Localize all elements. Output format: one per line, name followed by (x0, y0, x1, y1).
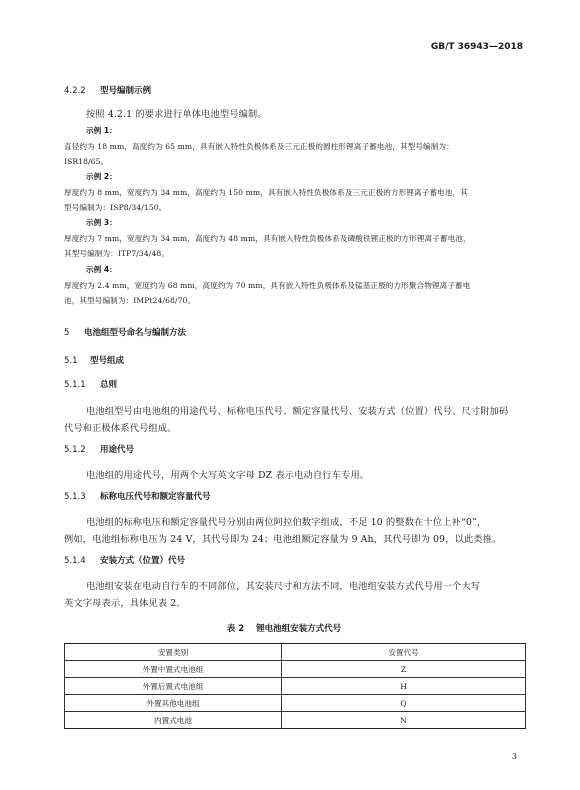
example-1-line2: ISR18/65。 (64, 157, 109, 166)
section-title: 型号编制示例 (100, 86, 152, 96)
table-caption-title: 锂电池组安装方式代号 (256, 624, 342, 634)
section-5-1-4-line1: 电池组安装在电动自行车的不同部位，其安装尺寸和方法不同，电池组安装方式代号用一个大写 (86, 581, 481, 592)
section-5-1-4-heading (64, 554, 185, 566)
section-title: 用途代号 (100, 445, 135, 455)
section-5-1-3-line2: 例如，电池组标称电压为 24 V，其代号即为 24；电池组额定容量为 9 Ah，其代号即为 09，以此类推。 (64, 534, 502, 545)
table-cell: H (282, 678, 526, 695)
section-number: 5.1.3 (64, 492, 86, 502)
installation-code-table (64, 643, 526, 729)
chapter-title: 电池组型号命名与编制方法 (84, 328, 187, 338)
table-row (65, 712, 526, 729)
section-number: 5.1 (64, 356, 78, 366)
table-row (65, 695, 526, 712)
example-2-line2: 型号编制为：ISP8/34/150。 (64, 203, 167, 212)
chapter-5-heading (64, 326, 186, 338)
section-5-1-1-heading (64, 378, 117, 390)
section-4-2-2-heading (64, 84, 151, 96)
table-cell: 外置中置式电池组 (65, 661, 282, 678)
example-2-label: 示例 2： (86, 172, 117, 181)
page-number: 3 (511, 752, 517, 761)
table-cell: N (282, 712, 526, 729)
column-header: 安置代号 (282, 644, 526, 661)
example-2-line1: 厚度约为 8 mm，宽度约为 34 mm，高度约为 150 mm，具有嵌入特性负极体系及三元正极的方形锂离子蓄电池，其 (64, 188, 468, 197)
example-3-line1: 厚度约为 7 mm，宽度约为 34 mm，高度约为 48 mm，具有嵌入特性负极体系及磷酸铁锂正极的方形锂离子蓄电池， (64, 234, 471, 243)
section-4-2-2-intro: 按照 4.2.1 的要求进行单体电池型号编制。 (86, 109, 267, 120)
table-header-row (65, 644, 526, 661)
section-5-1-2-heading (64, 443, 134, 455)
chapter-number: 5 (64, 328, 70, 338)
example-1-label: 示例 1： (86, 126, 117, 135)
section-number: 5.1.1 (64, 380, 86, 390)
section-title: 型号组成 (90, 356, 125, 366)
example-4-line2: 池，其型号编制为：IMPt24/68/70。 (64, 296, 196, 305)
section-number: 4.2.2 (64, 86, 86, 96)
table-2-caption (0, 622, 580, 634)
table-row (65, 678, 526, 695)
section-title: 安装方式（位置）代号 (100, 556, 186, 566)
column-header: 安置类别 (65, 644, 282, 661)
table-cell: 外置其他电池组 (65, 695, 282, 712)
section-5-1-3-line1: 电池组的标称电压和额定容量代号分别由两位阿拉伯数字组成，不足 10 的整数在十位上补“0”， (86, 517, 487, 528)
section-number: 5.1.2 (64, 445, 86, 455)
section-5-1-1-line2: 代号和正极体系代号组成。 (64, 423, 177, 434)
example-4-line1: 厚度约为 2.4 mm，宽度约为 68 mm，高度约为 70 mm，具有嵌入特性负极体系及锰基正极的方形聚合物锂离子蓄电 (64, 281, 471, 290)
table-cell: 内置式电池 (65, 712, 282, 729)
section-title: 总则 (100, 380, 118, 390)
example-3-label: 示例 3： (86, 218, 117, 227)
table-cell: Q (282, 695, 526, 712)
section-5-1-3-heading (64, 490, 211, 502)
table-cell: Z (282, 661, 526, 678)
table-cell: 外置后置式电池组 (65, 678, 282, 695)
example-1-line1: 直径约为 18 mm，高度约为 65 mm，具有嵌入特性负极体系及三元正极的圆柱形锂离子蓄电池，其型号编制为： (64, 142, 454, 151)
example-4-label: 示例 4： (86, 265, 117, 274)
section-title: 标称电压代号和额定容量代号 (100, 492, 211, 502)
section-5-1-heading (64, 354, 124, 366)
table-caption-number: 表 2 (226, 624, 245, 634)
section-number: 5.1.4 (64, 556, 86, 566)
table-row (65, 661, 526, 678)
example-3-line2: 其型号编制为：ITP7/34/48。 (64, 249, 169, 258)
section-5-1-4-line2: 英文字母表示，具体见表 2。 (64, 598, 186, 609)
section-5-1-2-line1: 电池组的用途代号，用两个大写英文字母 DZ 表示电动自行车专用。 (86, 470, 370, 481)
standard-code: GB/T 36943—2018 (430, 42, 523, 52)
section-5-1-1-line1: 电池组型号由电池组的用途代号、标称电压代号、额定容量代号、安装方式（位置）代号、尺寸附加码 (86, 406, 509, 417)
